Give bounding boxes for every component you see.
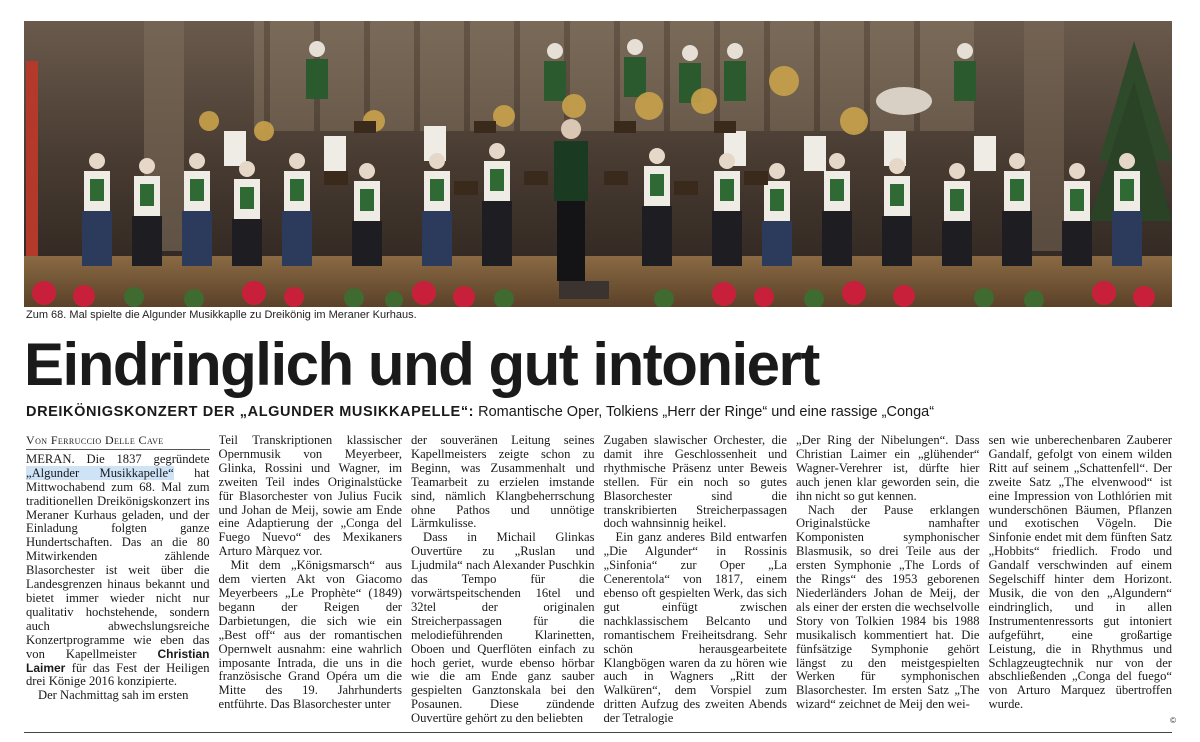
paragraph: der souveränen Leitung seines Kapellmeisters zeigte schon zu Beginn, was Zusammenhalt und Teamarbeit zu erzielen imstande sind, nämlich Klangbeherrschung ohne Pathos und unnötige Lärmkulisse. (411, 434, 595, 531)
paragraph-text: hat Mittwochabend zum 68. Mal zum traditionellen Dreikönigskonzert ins Meraner Kurhaus geladen, und der Einladung folgten ganze Hundertschaften. Das an die 80 Mitwirkenden zählende Blasorchester ist weit über die Landesgrenzen hinaus bekannt und bietet immer wieder nicht nur qualitativ hochstehende, sondern auch abwechslungsreiche Konzertprogramme wie eben das von Kapellmeister (26, 465, 210, 661)
paragraph: Dass in Michail Glinkas Ouvertüre zu „Ruslan und Ljudmila“ nach Alexander Puschkin das Tempo für die vorwärtspeitschenden 16tel und 32tel der originalen Streicherpassagen für die melodieführenden Klarinetten, Oboen und Querflöten einfach zu hoch geriet, wurde ebenso hörbar wie die am Ende ganz sauber gespielten Ganztonskala bei den Posaunen. Diese zündende Ouvertüre gehört zu den beliebten (411, 530, 595, 726)
paragraph: „Der Ring der Nibelungen“. Dass Christian Laimer ein „glühender“ Wagner-Verehrer ist, dürfte hier auch jenen klar geworden sein, die ihn nicht so gut kennen. (796, 434, 980, 503)
article-column-6 (989, 434, 1173, 730)
subheadline-text: Romantische Oper, Tolkiens „Herr der Ringe“ und eine rassige „Conga“ (474, 404, 935, 420)
paragraph: Ein ganz anderes Bild entwarfen „Die Algunder“ in Rossinis „Sinfonia“ zur Oper „La Cenerentola“ von 1817, einem ebenso oft gespielten Werk, das sich gut einfügt zwischen nachklassischem Belcanto und romantischem Freiheitsdrang. Sehr schön herausgearbeitete Klangbögen waren da zu hören wie auch in Wagners „Ritt der Walküren“, dem Vorspiel zum dritten Aufzug des zweiten Abends der Tetralogie (603, 530, 787, 726)
paragraph: Zugaben slawischer Orchester, die damit ihre Geschlossenheit und rhythmische Präsenz unter Beweis stellen. Für ein noch so gutes Blasorchester sind die transkribierten Streicherpassagen doch wahnsinnig heikel. (603, 434, 787, 531)
paragraph: Mit dem „Königsmarsch“ aus dem vierten Akt von Giacomo Meyerbeers „Le Prophète“ (1849) begann der Reigen der Darbietungen, die sich wie ein „Best off“ aus der romantischen Opernwelt ausnahm: eine wahrlich imposante Intrada, die uns in die französische Grand Opéra um die Mitte des 19. Jahrhunderts entführte. Das Blasorchester unter (218, 558, 402, 712)
paragraph-text: für das Fest der Heiligen drei Könige 2016 konzipierte. (26, 660, 210, 689)
photo-caption: Zum 68. Mal spielte die Algunder Musikkaplle zu Dreikönig im Meraner Kurhaus. (26, 309, 417, 321)
article-column-3 (411, 434, 595, 730)
paragraph: sen wie unberechenbaren Zauberer Gandalf, gefolgt von einem wilden Ritt auf seinem „Schattenfell“. Der zweite Satz „The elvenwood“ ist eine Impression von Lothlórien mit wunderschönen Bäumen, Pflanzen und exotischen Vögeln. Die Sinfonie endet mit dem fünften Satz „Hobbits“ friedlich. Frodo und Gandalf verschwinden auf einem Segelschiff hinter dem Horizont. Musik, die von den „Algundern“ eindringlich, und in allen Instrumentenressorts gut intoniert aufgeführt, eine großartige Leistung, die in Rhythmus und Schlagzeugtechnik nur von der abschließenden „Conga del fuego“ von Arturo Marquez übertroffen wurde. (988, 434, 1172, 712)
conductor-name: Christian Laimer (26, 646, 210, 675)
subheadline (26, 404, 1176, 420)
article-body (26, 434, 1172, 730)
article-column-4 (604, 434, 788, 730)
paragraph: Teil Transkriptionen klassischer Opernmusik von Meyerbeer, Glinka, Rossini und Wagner, im zweiten Teil indes Originalstücke für Blasorchester von Julius Fucik und Johan de Meij, sowie am Ende eine Adaptierung der „Conga del Fuego Nuevo“ des Mexikaners Arturo Màrquez vor. (218, 434, 402, 559)
paragraph (26, 453, 210, 689)
subheadline-kicker: DREIKÖNIGSKONZERT DER „ALGUNDER MUSIKKAPELLE“: (26, 404, 475, 420)
paragraph: Nach der Pause erklangen Originalstücke namhafter Komponisten symphonischer Blasmusik, so drei Teile aus der ersten Symphonie „The Lords of the Rings“ des 1953 geborenen Niederländers Johan de Meij, der als einer der ersten die wechselvolle Story von Tolkien 1984 bis 1988 musikalisch kommentiert hat. Die fünfsätzige Symphonie gehört längst zu den meistgespielten Werken für symphonischen Blasorchester. Im ersten Satz „The wizard“ zeichnet de Meij den wei- (796, 502, 980, 712)
byline: Von Ferruccio Delle Cave (26, 434, 210, 450)
highlighted-text: „Algunder Musikkapelle“ (26, 465, 174, 480)
article-column-5 (796, 434, 980, 730)
paragraph: Der Nachmittag sah im ersten (38, 688, 189, 703)
article-column-2 (219, 434, 403, 730)
concert-photo (24, 21, 1172, 307)
paragraph-text: MERAN. Die 1837 gegründete (26, 451, 210, 466)
bottom-rule (24, 732, 1172, 733)
copyright-mark: © (1170, 716, 1176, 725)
headline: Eindringlich und gut intoniert (24, 331, 819, 398)
article-column-1 (26, 434, 210, 730)
